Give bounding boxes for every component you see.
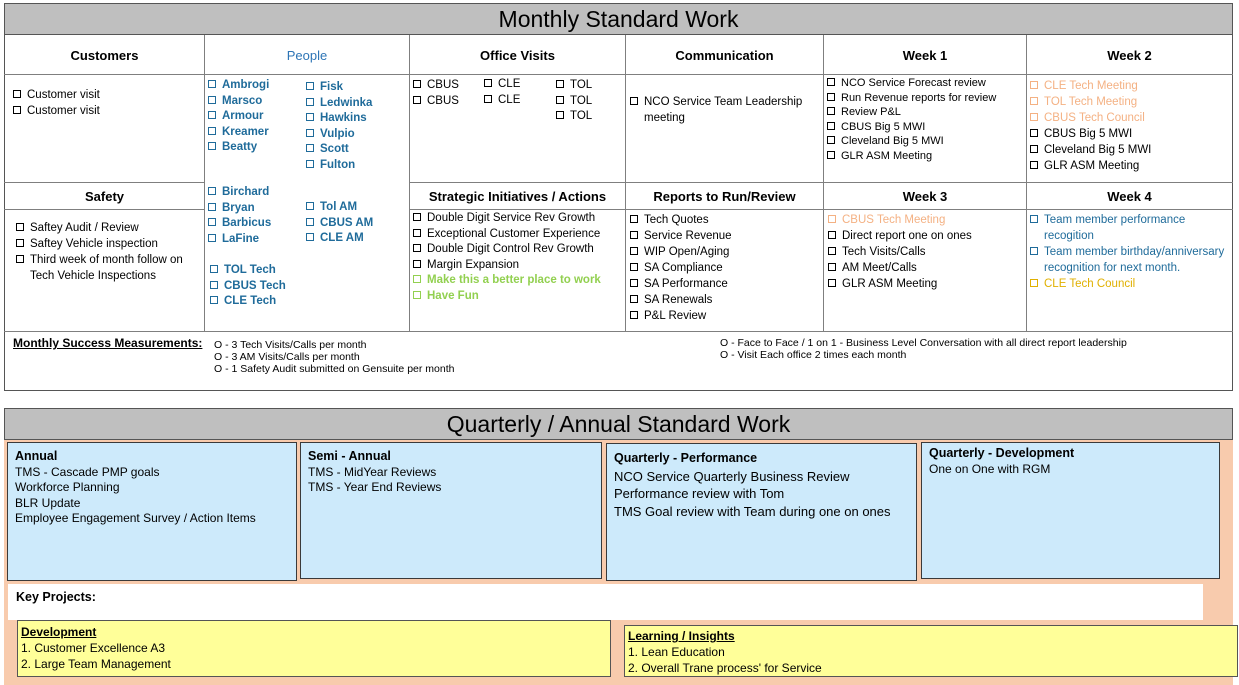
checkbox[interactable] <box>630 247 638 255</box>
item-label: Kreamer <box>222 125 269 138</box>
list-item: TMS Goal review with Team during one on ones <box>614 503 891 519</box>
item-label: Customer visit <box>27 104 100 117</box>
list-item <box>13 104 198 120</box>
header-communication-label: Communication <box>675 47 774 63</box>
item-label: Vulpio <box>320 127 355 140</box>
monthly-title: Monthly Standard Work <box>498 6 739 32</box>
item-label: Customer visit <box>27 89 100 101</box>
item-label: Barbicus <box>222 217 272 229</box>
list-item <box>306 158 406 174</box>
list-item <box>306 111 406 127</box>
list-item <box>630 212 820 228</box>
header-people-label: People <box>286 47 328 63</box>
success-item: O - Visit Each office 2 times each month <box>720 349 907 361</box>
list-item <box>208 94 303 110</box>
checkbox[interactable] <box>1030 81 1038 89</box>
list-item: TMS - MidYear Reviews <box>308 464 437 479</box>
checkbox[interactable] <box>208 127 216 135</box>
list-item <box>1030 276 1230 292</box>
list-item <box>208 201 303 217</box>
item-label: CLE AM <box>320 232 364 244</box>
checkbox[interactable] <box>208 80 216 88</box>
item-label: TOL Tech Meeting <box>1044 96 1138 108</box>
list-item <box>1030 126 1230 142</box>
success-item: O - 3 AM Visits/Calls per month <box>214 351 360 363</box>
checkbox[interactable] <box>828 279 836 287</box>
checkbox[interactable] <box>306 233 314 241</box>
checkbox[interactable] <box>1030 215 1038 223</box>
success-right-list <box>720 337 1230 361</box>
checkbox[interactable] <box>413 291 421 299</box>
item-label: CLE <box>498 78 521 90</box>
checkbox[interactable] <box>208 203 216 211</box>
checkbox[interactable] <box>827 136 835 144</box>
communication-list <box>630 94 820 126</box>
item-label: Bryan <box>222 201 255 214</box>
checkbox[interactable] <box>556 96 564 104</box>
checkbox[interactable] <box>828 215 836 223</box>
checkbox[interactable] <box>16 223 24 231</box>
item-label: Exceptional Customer Experience <box>427 227 601 240</box>
item-label: CBUS Tech Council <box>1044 112 1145 124</box>
list-item <box>630 276 820 292</box>
list-item <box>208 109 303 125</box>
item-label: Scott <box>320 143 349 155</box>
success-label: Monthly Success Measurements: <box>13 336 203 350</box>
item-label: GLR ASM Meeting <box>842 278 938 290</box>
checkbox[interactable] <box>1030 279 1038 287</box>
header-safety <box>5 183 204 209</box>
key-projects-box <box>8 584 1203 620</box>
item-label: Armour <box>222 110 264 122</box>
checkbox[interactable] <box>827 78 835 86</box>
header-reports <box>626 183 823 209</box>
checkbox[interactable] <box>630 279 638 287</box>
item-label: NCO Service Team Leadership meeting <box>644 96 803 124</box>
checkbox[interactable] <box>827 93 835 101</box>
checkbox[interactable] <box>208 187 216 195</box>
list-item <box>484 77 549 93</box>
annual-title: Annual <box>15 449 58 463</box>
header-strategic-label: Strategic Initiatives / Actions <box>428 188 607 204</box>
header-office-visits <box>410 36 625 74</box>
development-box <box>17 620 611 677</box>
reports-list <box>630 212 820 324</box>
item-label: Third week of month follow on Tech Vehicle Inspections <box>30 254 183 282</box>
checkbox[interactable] <box>630 295 638 303</box>
people-col2b <box>306 200 406 247</box>
key-projects-label: Key Projects: <box>16 590 96 604</box>
quarterly-development-box <box>921 442 1220 579</box>
item-label: GLR ASM Meeting <box>1044 160 1140 172</box>
list-item: BLR Update <box>15 495 81 510</box>
learning-title: Learning / Insights <box>628 629 735 643</box>
item-label: Saftey Vehicle inspection <box>30 238 158 250</box>
list-item <box>208 125 303 141</box>
list-item <box>413 227 623 243</box>
checkbox[interactable] <box>413 213 421 221</box>
item-label: CBUS Big 5 MWI <box>841 120 926 133</box>
header-week4 <box>1027 183 1232 209</box>
header-week3 <box>824 183 1026 209</box>
week4-list <box>1030 212 1230 292</box>
list-item <box>306 200 406 216</box>
item-label: Margin Expansion <box>427 258 520 271</box>
list-item <box>16 236 201 252</box>
list-item <box>827 91 1023 106</box>
item-label: Run Revenue reports for review <box>841 91 997 104</box>
list-item <box>630 244 820 260</box>
header-strategic <box>410 183 625 209</box>
item-label: Hawkins <box>320 112 367 124</box>
list-item <box>16 220 201 236</box>
list-item <box>630 228 820 244</box>
list-item <box>1030 212 1230 244</box>
checkbox[interactable] <box>828 247 836 255</box>
checkbox[interactable] <box>16 239 24 247</box>
list-item <box>630 94 820 126</box>
list-item <box>828 276 1023 292</box>
header-week2 <box>1027 36 1232 74</box>
list-item <box>827 149 1023 164</box>
people-col2 <box>306 80 406 173</box>
header-people <box>205 36 409 74</box>
checkbox[interactable] <box>1030 129 1038 137</box>
quarterly-performance-title: Quarterly - Performance <box>614 451 758 465</box>
checkbox[interactable] <box>306 129 314 137</box>
customers-list <box>13 88 198 119</box>
strategic-list <box>413 211 623 304</box>
list-item <box>208 140 303 156</box>
checkbox[interactable] <box>210 281 218 289</box>
success-item: O - 1 Safety Audit submitted on Gensuite per month <box>214 363 455 375</box>
header-communication <box>626 36 823 74</box>
checkbox[interactable] <box>630 231 638 239</box>
item-label: Have Fun <box>427 289 479 302</box>
item-label: GLR ASM Meeting <box>841 149 933 162</box>
checkbox[interactable] <box>827 107 835 115</box>
item-label: Tech Visits/Calls <box>842 246 926 258</box>
success-item: O - Face to Face / 1 on 1 - Business Level Conversation with all direct report leadership <box>720 337 1127 349</box>
list-item: 2. Overall Trane process' for Service <box>628 661 822 675</box>
list-item <box>1030 158 1230 174</box>
item-label: CBUS Tech Meeting <box>842 214 946 226</box>
item-label: Saftey Audit / Review <box>30 222 139 234</box>
list-item <box>630 308 820 324</box>
success-left-list <box>214 339 634 375</box>
item-label: TOL <box>570 79 593 91</box>
item-label: CLE Tech <box>224 295 277 307</box>
item-label: Service Revenue <box>644 230 732 242</box>
list-item <box>413 289 623 305</box>
list-item <box>306 142 406 158</box>
header-week2-label: Week 2 <box>1107 47 1152 63</box>
item-label: Make this a better place to work <box>427 274 601 286</box>
checkbox[interactable] <box>413 244 421 252</box>
office-col3 <box>556 78 621 125</box>
list-item: Workforce Planning <box>15 480 120 494</box>
quarterly-development-title: Quarterly - Development <box>929 446 1075 460</box>
checkbox[interactable] <box>306 98 314 106</box>
item-label: Fulton <box>320 158 356 171</box>
checkbox[interactable] <box>208 142 216 150</box>
item-label: CBUS Tech <box>224 279 286 292</box>
list-item <box>556 109 621 125</box>
list-item <box>413 242 623 258</box>
checkbox[interactable] <box>556 111 564 119</box>
checkbox[interactable] <box>306 160 314 168</box>
checkbox[interactable] <box>306 82 314 90</box>
list-item <box>210 279 330 295</box>
list-item <box>210 294 330 310</box>
item-label: Marsco <box>222 94 263 107</box>
item-label: LaFine <box>222 232 260 245</box>
checkbox[interactable] <box>556 80 564 88</box>
item-label: NCO Service Forecast review <box>841 77 986 89</box>
checkbox[interactable] <box>306 113 314 121</box>
list-item <box>827 134 1023 149</box>
item-label: Beatty <box>222 141 258 153</box>
grid-line <box>4 74 1233 75</box>
annual-box <box>7 442 297 581</box>
list-item <box>210 263 330 279</box>
development-title: Development <box>21 625 97 639</box>
checkbox[interactable] <box>1030 113 1038 121</box>
list-item <box>306 127 406 143</box>
monthly-title-banner <box>4 3 1233 35</box>
quarterly-title: Quarterly / Annual Standard Work <box>446 411 791 437</box>
list-item <box>828 244 1023 260</box>
header-reports-label: Reports to Run/Review <box>653 188 796 204</box>
list-item: 2. Large Team Management <box>21 657 171 671</box>
item-label: Ambrogi <box>222 79 270 91</box>
item-label: Cleveland Big 5 MWI <box>1044 144 1152 156</box>
week2-list <box>1030 78 1230 174</box>
header-office-visits-label: Office Visits <box>480 47 555 63</box>
list-item <box>16 252 201 284</box>
list-item: One on One with RGM <box>929 461 1051 476</box>
item-label: Double Digit Service Rev Growth <box>427 212 596 224</box>
checkbox[interactable] <box>208 111 216 119</box>
checkbox[interactable] <box>630 263 638 271</box>
list-item <box>556 94 621 110</box>
checkbox[interactable] <box>1030 97 1038 105</box>
checkbox[interactable] <box>306 202 314 210</box>
list-item <box>1030 94 1230 110</box>
list-item <box>1030 142 1230 158</box>
list-item <box>1030 244 1230 276</box>
safety-list <box>16 220 201 284</box>
list-item <box>1030 110 1230 126</box>
grid-line <box>4 209 204 210</box>
checkbox[interactable] <box>13 106 21 114</box>
people-col1 <box>208 78 303 156</box>
checkbox[interactable] <box>413 96 421 104</box>
checkbox[interactable] <box>16 255 24 263</box>
item-label: Review P&L <box>841 106 901 119</box>
list-item <box>827 76 1023 91</box>
checkbox[interactable] <box>1030 247 1038 255</box>
checkbox[interactable] <box>208 96 216 104</box>
item-label: TOL <box>570 94 593 107</box>
item-label: Ledwinka <box>320 96 373 109</box>
list-item <box>306 231 406 247</box>
checkbox[interactable] <box>208 218 216 226</box>
checkbox[interactable] <box>828 263 836 271</box>
item-label: Fisk <box>320 81 344 93</box>
checkbox[interactable] <box>413 275 421 283</box>
learning-box <box>624 625 1238 677</box>
list-item <box>413 273 623 289</box>
list-item <box>828 260 1023 276</box>
list-item <box>413 211 623 227</box>
grid-line <box>4 331 1233 332</box>
people-tech <box>210 263 330 310</box>
people-col1b <box>208 185 303 247</box>
item-label: Direct report one on ones <box>842 230 972 242</box>
header-week1-label: Week 1 <box>902 47 948 63</box>
list-item: NCO Service Quarterly Business Review <box>614 468 850 484</box>
list-item: Performance review with Tom <box>614 486 785 501</box>
semi-annual-title: Semi - Annual <box>308 449 391 463</box>
list-item <box>556 78 621 94</box>
checkbox[interactable] <box>1030 161 1038 169</box>
grid-line <box>409 209 1233 210</box>
item-label: SA Compliance <box>644 262 723 274</box>
list-item <box>1030 78 1230 94</box>
list-item <box>306 96 406 112</box>
item-label: Team member performance recogition <box>1044 214 1186 242</box>
list-item <box>413 258 623 274</box>
checkbox[interactable] <box>413 80 421 88</box>
header-week4-label: Week 4 <box>1107 188 1152 204</box>
list-item <box>306 216 406 232</box>
success-item: O - 3 Tech Visits/Calls per month <box>214 339 367 351</box>
list-item <box>827 105 1023 120</box>
office-col1 <box>413 78 478 109</box>
list-item <box>828 228 1023 244</box>
list-item <box>306 80 406 96</box>
checkbox[interactable] <box>630 215 638 223</box>
header-week3-label: Week 3 <box>902 188 948 204</box>
header-customers-label: Customers <box>70 47 139 63</box>
checkbox[interactable] <box>630 97 638 105</box>
list-item: 1. Customer Excellence A3 <box>21 641 166 655</box>
list-item: TMS - Cascade PMP goals <box>15 464 160 479</box>
item-label: Tol AM <box>320 201 358 213</box>
list-item: Employee Engagement Survey / Action Items <box>15 511 256 525</box>
header-safety-label: Safety <box>84 188 125 204</box>
list-item <box>208 216 303 232</box>
list-item <box>630 260 820 276</box>
list-item <box>208 232 303 248</box>
list-item <box>484 93 549 109</box>
item-label: Tech Quotes <box>644 214 709 226</box>
list-item: 1. Lean Education <box>628 645 725 659</box>
checkbox[interactable] <box>1030 145 1038 153</box>
item-label: Cleveland Big 5 MWI <box>841 135 944 148</box>
item-label: CLE Tech Meeting <box>1044 80 1138 92</box>
checkbox[interactable] <box>413 260 421 268</box>
checkbox[interactable] <box>827 122 835 130</box>
item-label: CLE <box>498 93 521 106</box>
header-customers <box>5 36 204 74</box>
week3-list <box>828 212 1023 292</box>
checkbox[interactable] <box>484 79 492 87</box>
item-label: CBUS AM <box>320 216 374 229</box>
checkbox[interactable] <box>306 218 314 226</box>
checkbox[interactable] <box>210 265 218 273</box>
list-item: TMS - Year End Reviews <box>308 480 442 494</box>
list-item <box>828 212 1023 228</box>
checkbox[interactable] <box>210 296 218 304</box>
list-item <box>208 185 303 201</box>
checkbox[interactable] <box>413 229 421 237</box>
checkbox[interactable] <box>306 144 314 152</box>
checkbox[interactable] <box>827 151 835 159</box>
list-item <box>630 292 820 308</box>
list-item <box>413 94 478 110</box>
office-col2 <box>484 77 549 108</box>
header-week1 <box>824 36 1026 74</box>
checkbox[interactable] <box>828 231 836 239</box>
week1-list <box>827 76 1023 164</box>
item-label: WIP Open/Aging <box>644 246 730 258</box>
list-item <box>413 78 478 94</box>
grid-line <box>204 35 205 331</box>
item-label: TOL Tech <box>224 264 276 276</box>
item-label: Birchard <box>222 186 270 198</box>
checkbox[interactable] <box>208 234 216 242</box>
item-label: AM Meet/Calls <box>842 262 917 274</box>
item-label: CBUS Big 5 MWI <box>1044 128 1133 140</box>
item-label: SA Performance <box>644 278 728 290</box>
item-label: CBUS <box>427 79 459 91</box>
semi-annual-box <box>300 442 602 579</box>
list-item <box>208 78 303 94</box>
item-label: TOL <box>570 110 593 122</box>
list-item <box>827 120 1023 135</box>
checkbox[interactable] <box>630 311 638 319</box>
item-label: SA Renewals <box>644 294 713 306</box>
item-label: CLE Tech Council <box>1044 278 1136 290</box>
checkbox[interactable] <box>484 95 492 103</box>
quarterly-performance-box <box>606 443 917 581</box>
item-label: Double Digit Control Rev Growth <box>427 243 594 255</box>
list-item <box>13 88 198 104</box>
checkbox[interactable] <box>13 90 21 98</box>
item-label: CBUS <box>427 94 459 107</box>
quarterly-title-banner <box>4 408 1233 440</box>
item-label: P&L Review <box>644 310 707 322</box>
item-label: Team member birthday/anniversary recognition for next month. <box>1044 246 1225 274</box>
